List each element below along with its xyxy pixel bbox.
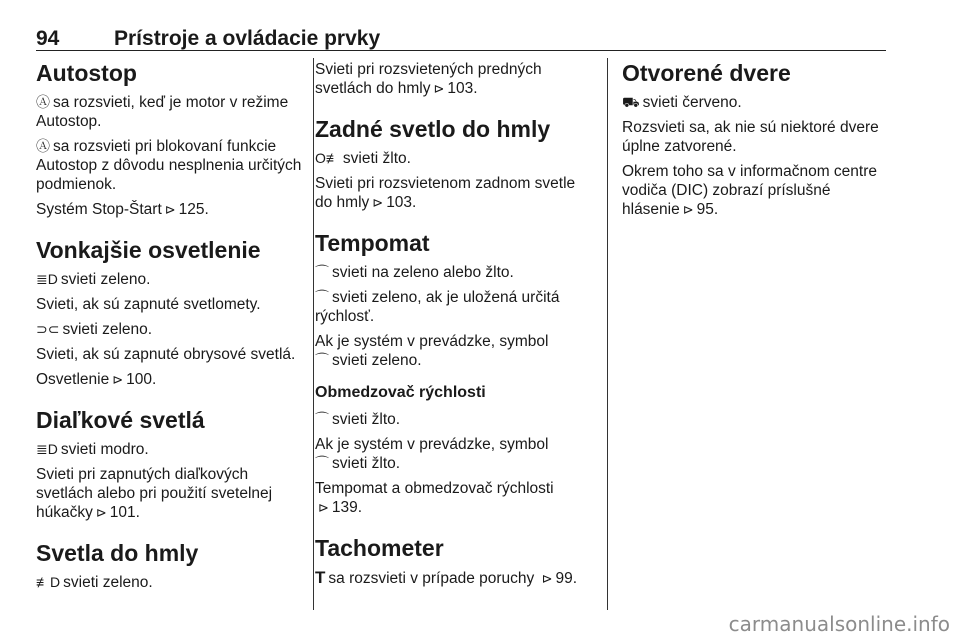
paragraph: Ak je systém v prevádzke, symbol ⌒ svieti žlto.	[315, 436, 549, 472]
paragraph: ≣D svieti zeleno.	[36, 271, 151, 288]
heading-exterior-lighting: Vonkajšie osvetlenie	[36, 237, 261, 263]
page-ref-icon: ⊳	[112, 372, 124, 387]
front-fog-icon: ≢D	[36, 574, 61, 590]
sidelight-icon: ⊃⊂	[36, 321, 60, 337]
paragraph: ≢D svieti zeleno.	[36, 574, 153, 591]
heading-door-open: Otvorené dvere	[622, 60, 791, 86]
page-ref-icon: ⊳	[372, 195, 384, 210]
page-number: 94	[36, 27, 60, 50]
page-ref-icon: ⊳	[318, 500, 329, 515]
page-reference[interactable]: 139.	[331, 499, 363, 516]
speed-limiter-active-icon: ⌒	[315, 455, 329, 471]
rear-fog-icon: O≢	[315, 150, 340, 166]
paragraph: O≢ svieti žlto.	[315, 150, 411, 167]
paragraph: Svieti, ak sú zapnuté svetlomety.	[36, 296, 261, 313]
heading-tachometer: Tachometer	[315, 535, 444, 561]
column-divider-1	[313, 58, 314, 610]
paragraph: Svieti pri rozsvietených predných svetlách do hmly ⊳ 103.	[315, 61, 542, 97]
page-reference[interactable]: 101.	[109, 504, 140, 521]
paragraph: Ak je systém v prevádzke, symbol ⌒ svieti zeleno.	[315, 333, 549, 369]
watermark: carmanualsonline.info	[728, 612, 950, 636]
page-reference[interactable]: 99.	[555, 570, 578, 587]
column-2	[315, 60, 595, 594]
page-ref-icon: ⊳	[95, 505, 107, 520]
page-header	[36, 22, 886, 51]
cruise-set-icon: ⌒	[315, 289, 329, 305]
page-heading: Prístroje a ovládacie prvky	[114, 27, 381, 50]
paragraph: Okrem toho sa v informačnom centre vodiča (DIC) zobrazí príslušné hlásenie ⊳ 95.	[622, 163, 877, 218]
heading-speed-limiter: Obmedzovač rýchlosti	[315, 384, 486, 401]
page-reference[interactable]: 103.	[447, 80, 478, 97]
paragraph: Ⓐ sa rozsvieti, keď je motor v režime Autostop.	[36, 94, 289, 130]
page-reference[interactable]: 103.	[386, 194, 417, 211]
paragraph: ⌒ svieti žlto.	[315, 411, 401, 428]
heading-fog-lights: Svetla do hmly	[36, 540, 199, 566]
paragraph: Rozsvieti sa, ak nie sú niektoré dvere úplne zatvorené.	[622, 119, 879, 155]
paragraph: Osvetlenie ⊳ 100.	[36, 371, 157, 388]
paragraph: Tempomat a obmedzovač rýchlosti ⊳ 139.	[315, 480, 554, 516]
cruise-control-icon: ⌒	[315, 264, 329, 280]
paragraph: Svieti, ak sú zapnuté obrysové svetlá.	[36, 346, 296, 363]
heading-autostop: Autostop	[36, 60, 137, 86]
page-ref-icon: ⊳	[541, 571, 553, 586]
column-divider-2	[607, 58, 608, 610]
speed-limiter-icon: ⌒	[315, 411, 329, 427]
column-3	[622, 60, 890, 225]
paragraph: Svieti pri rozsvietenom zadnom svetle do hmly ⊳ 103.	[315, 175, 576, 211]
paragraph: ⌒ svieti zeleno, ak je uložená určitá rýchlosť.	[315, 289, 560, 325]
high-beam-icon: ≣D	[36, 441, 58, 457]
paragraph: ≣D svieti modro.	[36, 441, 149, 458]
autostop-icon: Ⓐ	[36, 94, 50, 110]
heading-high-beam: Diaľkové svetlá	[36, 407, 205, 433]
door-open-icon: ⛟	[622, 94, 640, 110]
paragraph: Ⓐ sa rozsvieti pri blokovaní funkcie Autostop z dôvodu nesplnenia určitých podmienok.	[36, 138, 302, 193]
page-reference[interactable]: 125.	[178, 201, 209, 218]
headlight-icon: ≣D	[36, 271, 58, 287]
column-1	[36, 60, 304, 598]
paragraph: T sa rozsvieti v prípade poruchy ⊳ 99.	[315, 568, 578, 587]
page-reference[interactable]: 95.	[696, 201, 719, 218]
page-ref-icon: ⊳	[433, 81, 445, 96]
page-ref-icon: ⊳	[682, 202, 694, 217]
page-reference[interactable]: 100.	[126, 371, 157, 388]
paragraph: ⊃⊂ svieti zeleno.	[36, 321, 153, 338]
paragraph: ⌒ svieti na zeleno alebo žlto.	[315, 264, 514, 281]
page-ref-icon: ⊳	[164, 202, 176, 217]
heading-cruise-control: Tempomat	[315, 230, 430, 256]
paragraph: Systém Stop-Štart ⊳ 125.	[36, 201, 209, 218]
paragraph: ⛟ svieti červeno.	[622, 94, 742, 111]
cruise-active-icon: ⌒	[315, 352, 329, 368]
paragraph: Svieti pri zapnutých diaľkových svetlách alebo pri použití svetelnej húkačky ⊳ 101.	[36, 466, 273, 521]
heading-rear-fog: Zadné svetlo do hmly	[315, 116, 551, 142]
autostop-off-icon: Ⓐ	[36, 138, 50, 154]
tachometer-icon: T	[315, 568, 326, 587]
